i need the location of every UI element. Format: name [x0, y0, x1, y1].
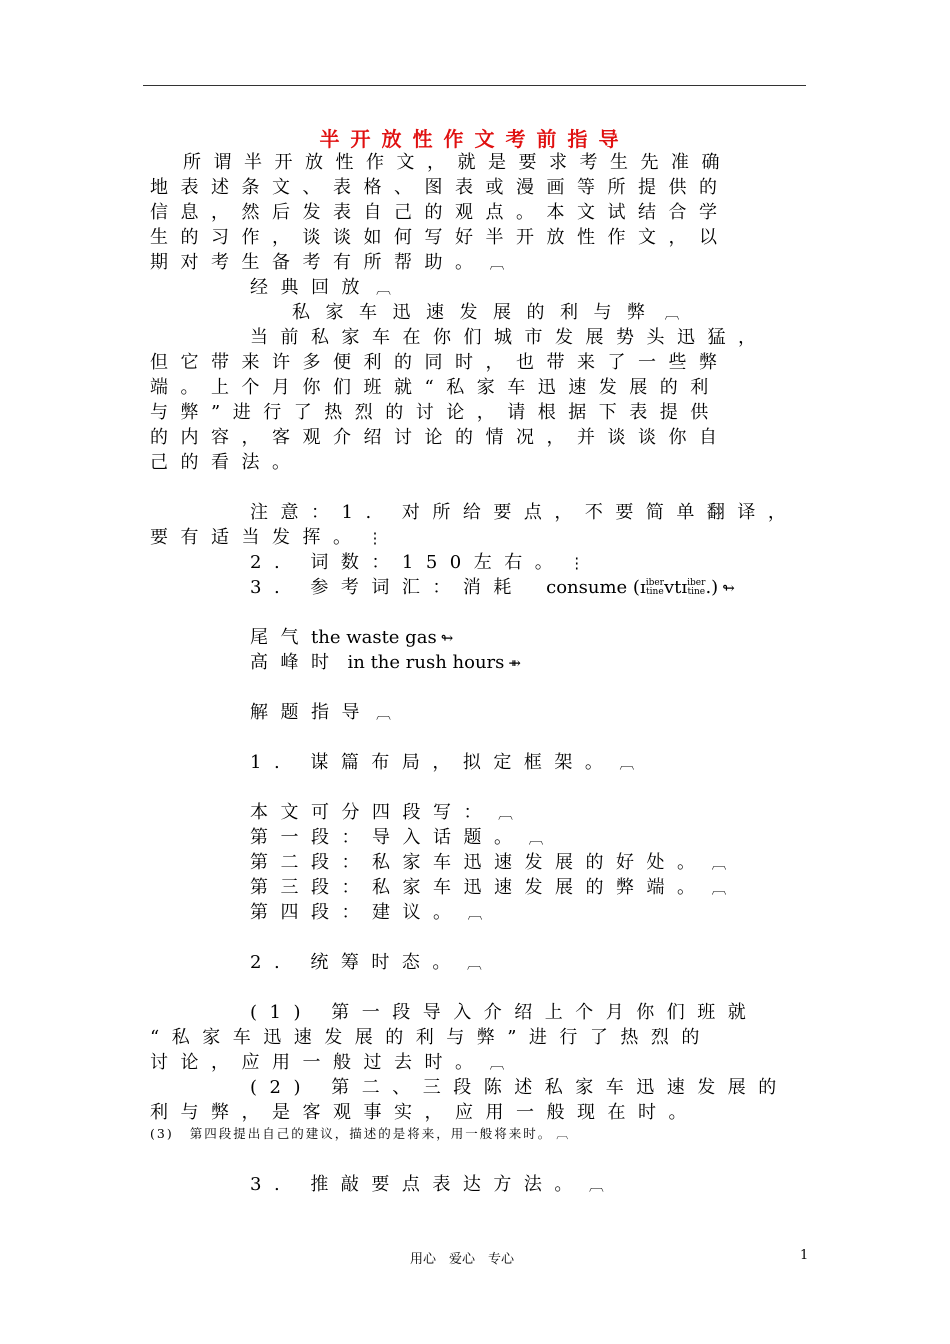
paragraph-mark-icon: ︹: [376, 279, 392, 297]
tense-1-end: 讨论，应用一般过去时。 ︹: [150, 1050, 505, 1075]
note-1: 注意：1. 对所给要点，不要简单翻译，: [250, 502, 799, 523]
paragraph-1: 第一段：导入话题。 ︹: [250, 825, 544, 850]
paragraph-mark-icon: ︹: [376, 704, 392, 722]
guide-step-1: 1. 谋篇布局，拟定框架。 ︹: [250, 750, 634, 775]
prompt-line-1: 当前私家车在你们城市发展势头迅猛，: [250, 327, 769, 348]
paragraph-mark-icon: ︹: [489, 254, 505, 272]
prompt-line-3: 端。上个月你们班就“私家车迅速发展的利: [150, 377, 721, 398]
vocab-waste-gas: 尾气the waste gas ↬: [250, 625, 453, 650]
guide-step-3: 3. 推敲要点表达方法。 ︹: [250, 1172, 604, 1197]
ornament-mark-icon: ↬: [440, 629, 454, 647]
paragraph-mark-icon: ︹: [466, 954, 482, 972]
tense-1: (1) 第一段导入介绍上个月你们班就: [250, 1002, 759, 1023]
prompt-line-6: 己的看法。: [150, 452, 303, 473]
guide-step-2: 2. 统筹时态。 ︹: [250, 950, 482, 975]
paragraph-mark-icon: ︹: [498, 804, 514, 822]
paragraph-mark-icon: ︹: [467, 904, 483, 922]
note-2: 2. 词数：150左右。 ⋮: [250, 550, 584, 575]
prompt-line-2: 但它带来许多便利的同时，也带来了一些弊: [150, 352, 730, 373]
paragraph-4: 第四段：建议。 ︹: [250, 900, 483, 925]
vocab-consume: consume (ɪ iber tine vtɪ iber tine .): [546, 577, 719, 598]
note-3: 3. 参考词汇：消耗 consume (ɪ iber tine vtɪ iber tine .) ↬: [250, 575, 735, 600]
ornament-mark-icon: ↬: [722, 579, 735, 597]
prompt-line-5: 的内容，客观介绍讨论的情况，并谈谈你自: [150, 427, 730, 448]
essay-title: 私家车迅速发展的利与弊 ︹: [292, 300, 680, 325]
paragraph-mark-icon: ︹: [664, 304, 680, 322]
paragraph-3: 第三段：私家车迅速发展的弊端。 ︹: [250, 875, 727, 900]
line-break-mark-icon: ⋮: [569, 554, 585, 572]
paragraph-mark-icon: ︹: [489, 1054, 505, 1072]
intro-line-1: 所谓半开放性作文，就是要求考生先准确: [183, 152, 732, 173]
paragraph-mark-icon: ︹: [619, 754, 635, 772]
intro-line-2: 地表述条文、表格、图表或漫画等所提供的: [150, 177, 730, 198]
page-title: 半开放性作文考前指导: [319, 127, 630, 151]
tense-1-cont: “私家车迅速发展的利与弊”进行了热烈的: [150, 1027, 712, 1048]
intro-line-3: 信息，然后发表自己的观点。本文试结合学: [150, 202, 730, 223]
line-end-mark-icon: ⇻: [508, 654, 521, 672]
paragraph-mark-icon: ︹: [711, 879, 727, 897]
tense-3: (3) 第四段提出自己的建议，描述的是将来，用一般将来时。 ︹: [150, 1124, 568, 1144]
section-classic: 经典回放 ︹: [250, 275, 391, 300]
paragraph-2: 第二段：私家车迅速发展的好处。 ︹: [250, 850, 727, 875]
tense-2: (2) 第二、三段陈述私家车迅速发展的: [250, 1077, 789, 1098]
footer-motto: 用心 爱心 专心: [410, 1252, 515, 1267]
header-rule: [143, 85, 806, 86]
prompt-line-4: 与弊”进行了热烈的讨论，请根据下表提供: [150, 402, 721, 423]
guide-heading: 解题指导 ︹: [250, 700, 391, 725]
intro-line-4: 生的习作，谈谈如何写好半开放性作文，以: [150, 227, 730, 248]
page-number: 1: [800, 1248, 809, 1263]
tense-2-cont: 利与弊，是客观事实，应用一般现在时。: [150, 1102, 699, 1123]
paragraph-mark-icon: ︹: [528, 829, 544, 847]
note-1-cont: 要有适当发挥。 ⋮: [150, 525, 383, 550]
paragraph-mark-icon: ︹: [556, 1127, 569, 1141]
paragraph-mark-icon: ︹: [588, 1176, 604, 1194]
vocab-rush-hours: 高峰时 in the rush hours ⇻: [250, 650, 521, 675]
paragraph-plan: 本文可分四段写： ︹: [250, 800, 513, 825]
paragraph-mark-icon: ︹: [711, 854, 727, 872]
intro-line-5: 期对考生备考有所帮助。 ︹: [150, 250, 505, 275]
line-break-mark-icon: ⋮: [367, 529, 383, 547]
